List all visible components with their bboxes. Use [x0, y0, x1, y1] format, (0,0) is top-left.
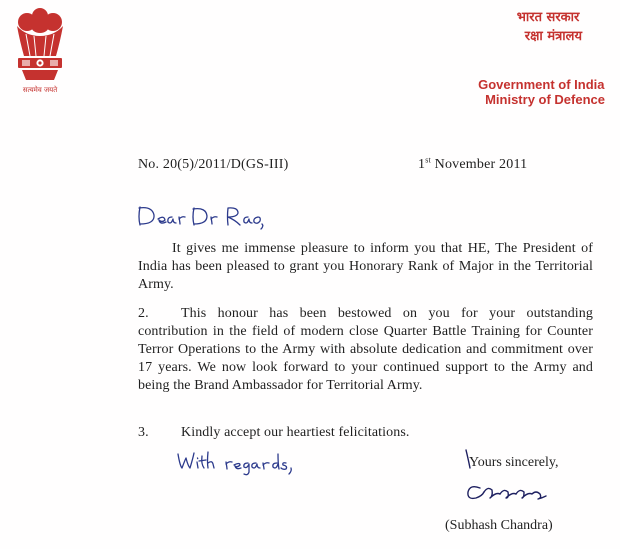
- paragraph-3-text: Kindly accept our heartiest felicitations.: [181, 425, 410, 440]
- paragraph-3-number: 3.: [138, 425, 149, 440]
- paragraph-2-number: 2.: [138, 306, 149, 321]
- english-letterhead: [478, 77, 605, 107]
- emblem-motto: सत्यमेव जयते: [22, 86, 58, 94]
- hindi-ministry-label: रक्षा मंत्रालय: [524, 29, 582, 44]
- handwritten-with-regards: [174, 448, 304, 478]
- handwritten-salutation: [134, 201, 274, 235]
- hindi-government-label: भारत सरकार: [516, 10, 580, 25]
- paragraph-2-text: This honour has been bestowed on you for your outstanding contribution in the field of modern close Quarter Battle Training for Counter Terror Operations to the Army with absolute dedication and commitment over 17 years. We now look forward to your continued support to the Army and being the Brand Ambassador for Territorial Army.: [138, 306, 593, 393]
- signatory-name: (Subhash Chandra): [445, 518, 553, 533]
- paragraph-3: [138, 424, 593, 442]
- hindi-letterhead: [517, 8, 582, 46]
- paragraph-2: [138, 305, 593, 395]
- signature-icon: [456, 448, 559, 516]
- date-month-year: November 2011: [430, 157, 528, 172]
- reference-number: No. 20(5)/2011/D(GS-III): [138, 157, 289, 172]
- paragraph-1-text: It gives me immense pleasure to inform you that HE, The President of India has been pleased to grant you Honorary Rank of Major in the Territorial Army.: [138, 241, 593, 292]
- ministry-label: Ministry of Defence: [485, 92, 605, 107]
- date-day: 1: [418, 157, 426, 172]
- closing-phrase: Yours sincerely,: [469, 455, 559, 470]
- government-label: Government of India: [478, 77, 605, 92]
- paragraph-1: [138, 240, 593, 294]
- letter-date: [418, 157, 527, 173]
- date-suffix: st: [425, 155, 431, 165]
- state-emblem-icon: [8, 6, 72, 102]
